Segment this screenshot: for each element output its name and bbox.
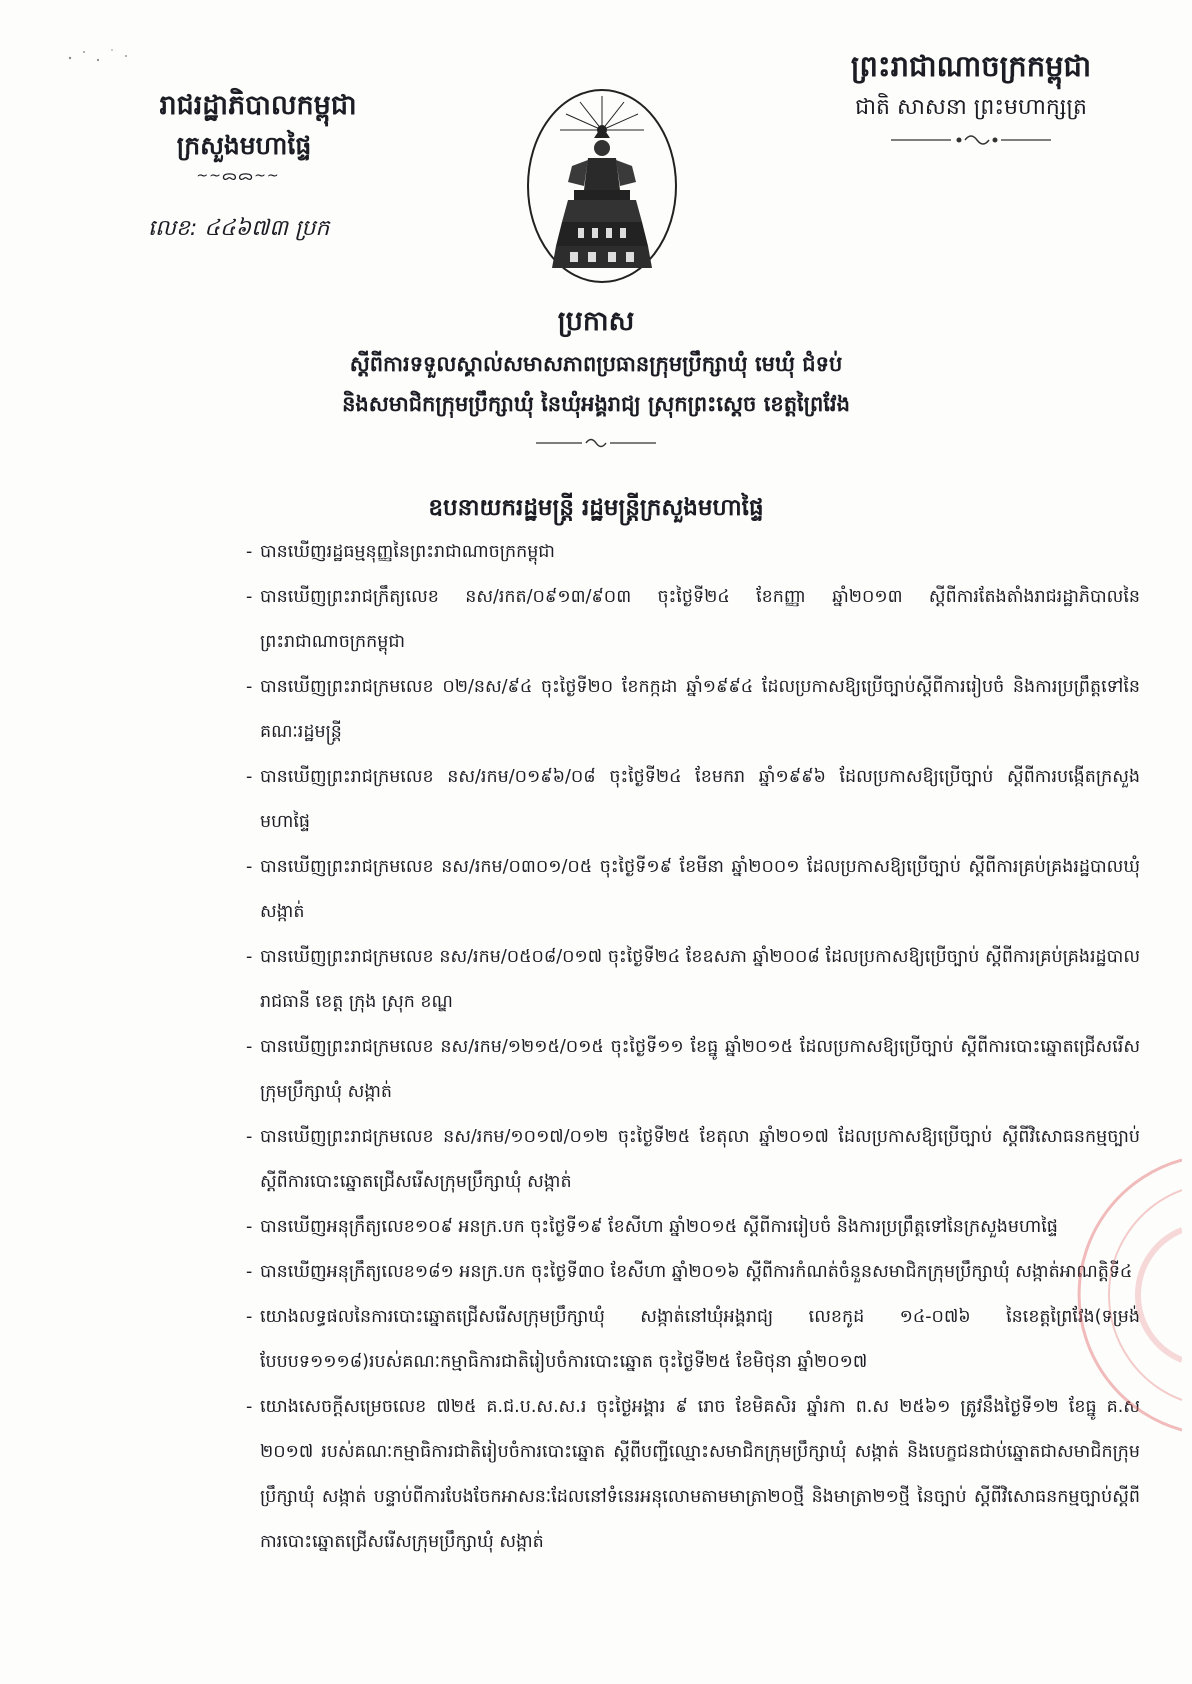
- royal-seal-emblem: [522, 86, 682, 286]
- ministry-name: ក្រសួងមហាផ្ទៃ: [176, 131, 312, 160]
- preamble-clause: - បានឃើញអនុក្រឹត្យលេខ១០៩ អនក្រ.បក ចុះថ្ងៃទី១៩ ខែសីហា ឆ្នាំ២០១៥ ស្ដីពីការរៀបចំ និងការប្រព្រឹត្តទៅនៃក្រសួងមហាផ្ទៃ: [260, 1205, 1140, 1250]
- red-stamp-mark: [1012, 1150, 1182, 1440]
- kingdom-header: [806, 44, 1136, 152]
- preamble-clause: - បានឃើញព្រះរាជក្រមលេខ នស/រកម/០១៩៦/០៨ ចុះថ្ងៃទី២៤ ខែមករា ឆ្នាំ១៩៩៦ ដែលប្រកាសឱ្យប្រើច្បាប់ ស្ដីពីការបង្កើតក្រសួងមហាផ្ទៃ: [260, 755, 1140, 845]
- kingdom-name: ព្រះរាជាណាចក្រកម្ពុជា: [850, 49, 1092, 83]
- preamble-clauses: [260, 530, 1140, 1565]
- preamble-clause: - បានឃើញព្រះរាជក្រមលេខ នស/រកម/០៣០១/០៥ ចុះថ្ងៃទី១៩ ខែមីនា ឆ្នាំ២០០១ ដែលប្រកាសឱ្យប្រើច្បាប់ ស្ដីពីការគ្រប់គ្រងរដ្ឋបាលឃុំ សង្កាត់: [260, 845, 1140, 935]
- header-ornament: ~~ᯅᯅ~~: [196, 168, 280, 184]
- title-ornament: [536, 436, 656, 450]
- document-type-title: ប្រកាស: [557, 306, 635, 337]
- motto-ornament: [891, 132, 1051, 148]
- issuer-header: [118, 86, 398, 241]
- preamble-clause: - បានឃើញព្រះរាជក្រមលេខ នស/រកម/១០១៧/០១២ ចុះថ្ងៃទី២៥ ខែតុលា ឆ្នាំ២០១៧ ដែលប្រកាសឱ្យប្រើច្បាប់ ស្ដីពីវិសោធនកម្មច្បាប់ស្ដីពីការបោះឆ្នោតជ្រើសរើសក្រុមប្រឹក្សាឃុំ សង្កាត់: [260, 1115, 1140, 1205]
- subject-line-1: ស្ដីពីការទទួលស្គាល់សមាសភាពប្រធានក្រុមប្រឹក្សាឃុំ មេឃុំ ជំទប់: [349, 352, 843, 376]
- preamble-clause: - បានឃើញរដ្ឋធម្មនុញ្ញនៃព្រះរាជាណាចក្រកម្ពុជា: [260, 530, 1140, 575]
- national-motto: ជាតិ សាសនា ព្រះមហាក្សត្រ: [855, 95, 1087, 120]
- government-name: រាជរដ្ឋាភិបាលកម្ពុជា: [159, 90, 357, 121]
- document-number: លេខ: ៤៤៦៧៣ ប្រក: [148, 216, 330, 241]
- preamble-clause: - បានឃើញព្រះរាជក្រឹត្យលេខ នស/រកត/០៩១៣/៩០៣ ចុះថ្ងៃទី២៤ ខែកញ្ញា ឆ្នាំ២០១៣ ស្ដីពីការតែងតាំងរាជរដ្ឋាភិបាលនៃព្រះរាជាណាចក្រកម្ពុជា: [260, 575, 1140, 665]
- preamble-clause: - យោងលទ្ធផលនៃការបោះឆ្នោតជ្រើសរើសក្រុមប្រឹក្សាឃុំ សង្កាត់នៅឃុំអង្គរាជ្យ លេខកូដ ១៤-០៧៦ នៃខេត្តព្រៃវែង(ទម្រង់បែបបទ១១១៨)របស់គណៈកម្មាធិការជាតិរៀបចំការបោះឆ្នោត ចុះថ្ងៃទី២៥ ខែមិថុនា ឆ្នាំ២០១៧: [260, 1295, 1140, 1385]
- preamble-clause: - យោងសេចក្ដីសម្រេចលេខ ៧២៥ គ.ជ.ប.ស.ស.រ ចុះថ្ងៃអង្គារ ៩ រោច ខែមិគសិរ ឆ្នាំរកា ព.ស ២៥៦១ ត្រូវនឹងថ្ងៃទី១២ ខែធ្នូ គ.ស ២០១៧ របស់គណៈកម្មាធិការជាតិរៀបចំការបោះឆ្នោត ស្ដីពីបញ្ជីឈ្មោះសមាជិកក្រុមប្រឹក្សាឃុំ សង្កាត់ និងបេក្ខជនជាប់ឆ្នោតជាសមាជិកក្រុមប្រឹក្សាឃុំ សង្កាត់ បន្ទាប់ពីការបែងចែកអាសនៈដែលនៅទំនេរអនុលោមតាមមាត្រា២០ថ្មី និងមាត្រា២១ថ្មី នៃច្បាប់ ស្ដីពីវិសោធនកម្មច្បាប់ស្ដីពីការបោះឆ្នោតជ្រើសរើសក្រុមប្រឹក្សាឃុំ សង្កាត់: [260, 1385, 1140, 1565]
- preamble-clause: - បានឃើញព្រះរាជក្រមលេខ នស/រកម/០៥០៨/០១៧ ចុះថ្ងៃទី២៤ ខែឧសភា ឆ្នាំ២០០៨ ដែលប្រកាសឱ្យប្រើច្បាប់ ស្ដីពីការគ្រប់គ្រងរដ្ឋបាលរាជធានី ខេត្ត ក្រុង ស្រុក ខណ្ឌ: [260, 935, 1140, 1025]
- subject-line-2: និងសមាជិកក្រុមប្រឹក្សាឃុំ នៃឃុំអង្គរាជ្យ ស្រុកព្រះស្ដេច ខេត្តព្រៃវែង: [342, 392, 850, 416]
- preamble-clause: - បានឃើញអនុក្រឹត្យលេខ១៨១ អនក្រ.បក ចុះថ្ងៃទី៣០ ខែសីហា ឆ្នាំ២០១៦ ស្ដីពីការកំណត់ចំនួនសមាជិកក្រុមប្រឹក្សាឃុំ សង្កាត់អាណត្តិទី៤: [260, 1250, 1140, 1295]
- issuing-authority: ឧបនាយករដ្ឋមន្ត្រី រដ្ឋមន្ត្រីក្រសួងមហាផ្ទៃ: [428, 495, 764, 521]
- document-title-block: [140, 300, 1052, 454]
- preamble-clause: - បានឃើញព្រះរាជក្រមលេខ ០២/នស/៩៤ ចុះថ្ងៃទី២០ ខែកក្កដា ឆ្នាំ១៩៩៤ ដែលប្រកាសឱ្យប្រើច្បាប់ស្ដីពីការរៀបចំ និងការប្រព្រឹត្តទៅនៃគណៈរដ្ឋមន្ត្រី: [260, 665, 1140, 755]
- scan-specks: [40, 40, 140, 80]
- preamble-clause: - បានឃើញព្រះរាជក្រមលេខ នស/រកម/១២១៥/០១៥ ចុះថ្ងៃទី១១ ខែធ្នូ ឆ្នាំ២០១៥ ដែលប្រកាសឱ្យប្រើច្បាប់ ស្ដីពីការបោះឆ្នោតជ្រើសរើសក្រុមប្រឹក្សាឃុំ សង្កាត់: [260, 1025, 1140, 1115]
